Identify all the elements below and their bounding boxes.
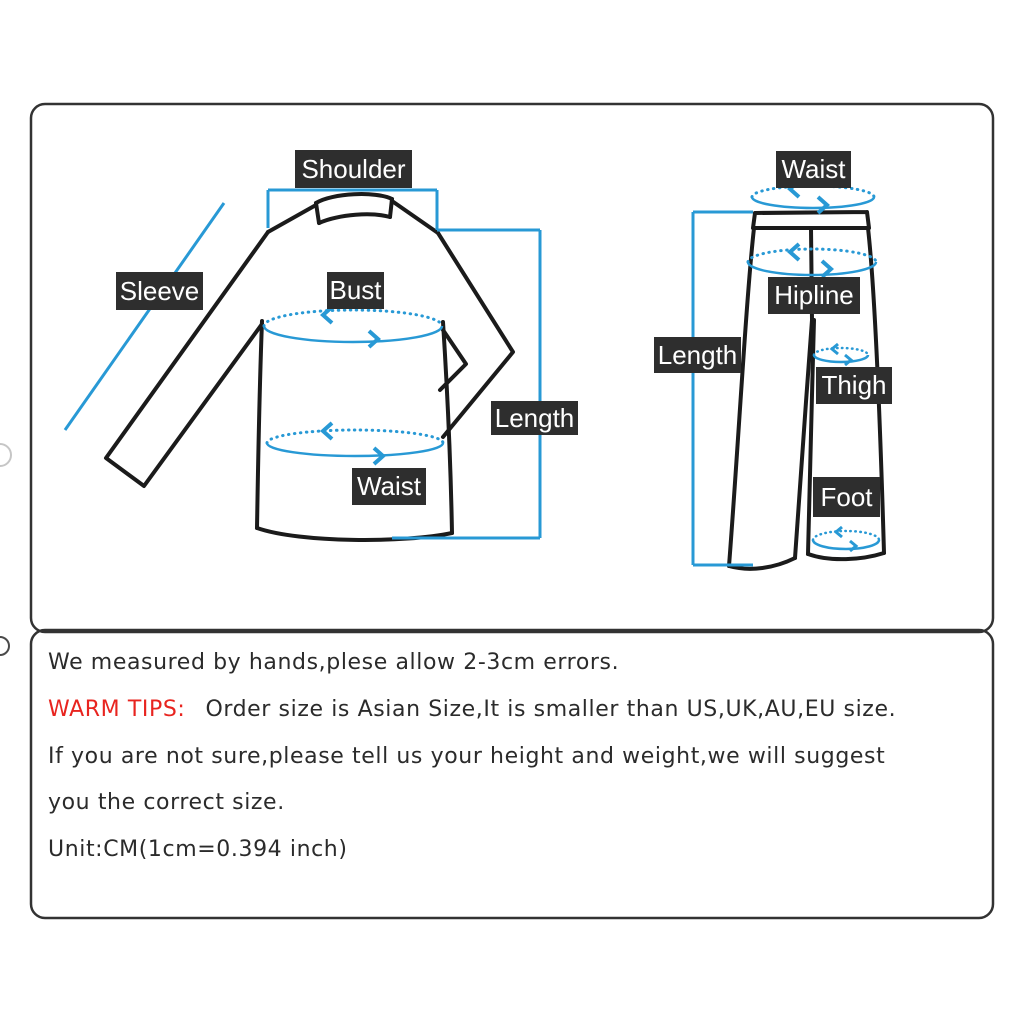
shirt-length-label: Length <box>491 401 578 435</box>
shirt-collar-top <box>316 194 392 203</box>
note-line-2 <box>48 697 896 722</box>
foot-label: Foot <box>813 477 880 517</box>
bust-arrow-right <box>369 331 378 347</box>
note-line-1: We measured by hands,plese allow 2-3cm errors. <box>48 650 620 675</box>
sleeve-label: Sleeve <box>116 272 203 310</box>
shirt-left-side <box>257 321 262 528</box>
shirt-measures <box>65 190 540 538</box>
bust-ellipse-dotted <box>264 310 442 326</box>
warm-tips-label: WARM TIPS: <box>48 697 186 722</box>
foot-ellipse-dotted <box>813 531 879 540</box>
shirt-waist-ellipse-dotted <box>267 430 443 443</box>
shirt-left-sleeve <box>106 232 268 486</box>
edge-artifacts <box>0 444 11 655</box>
shoulder-label: Shoulder <box>295 150 412 188</box>
shirt-waist-ellipse-solid <box>267 443 443 456</box>
sleeve-measure-line <box>65 203 224 430</box>
note-line-3: If you are not sure,please tell us your height and weight,we will suggest <box>48 744 886 769</box>
hipline-arrow-left <box>790 244 799 260</box>
note-line-2-text: Order size is Asian Size,It is smaller than US,UK,AU,EU size. <box>205 697 897 722</box>
shirt-right-side <box>443 322 452 533</box>
note-line-4: you the correct size. <box>48 790 285 815</box>
note-line-5: Unit:CM(1cm=0.394 inch) <box>48 837 348 862</box>
pants-right-hem <box>808 553 884 559</box>
pants-left-hem <box>729 558 795 569</box>
bust-arrow-left <box>323 307 332 323</box>
foot-ellipse-solid <box>813 540 879 549</box>
thigh-ellipse-dotted <box>814 348 868 355</box>
bust-label: Bust <box>327 272 384 309</box>
pants-waistband <box>753 212 869 228</box>
pants-length-label: Length <box>654 337 741 373</box>
bust-ellipse-solid <box>264 326 442 342</box>
shirt-outline <box>106 194 513 540</box>
thigh-arrow-right <box>845 355 851 365</box>
hipline-label: Hipline <box>768 277 860 314</box>
shirt-waist-label: Waist <box>352 468 426 505</box>
pants-length-bracket <box>693 212 753 565</box>
pants-waist-ellipse-solid <box>752 197 874 208</box>
pants-waist-label: Waist <box>776 151 851 188</box>
pants-left-outer <box>729 228 754 566</box>
thigh-ellipse-solid <box>814 355 868 362</box>
shirt-left-shoulder <box>268 205 316 232</box>
shirt-collar-bottom <box>319 214 390 223</box>
shirt-right-shoulder <box>392 201 438 233</box>
thigh-label: Thigh <box>816 367 892 404</box>
